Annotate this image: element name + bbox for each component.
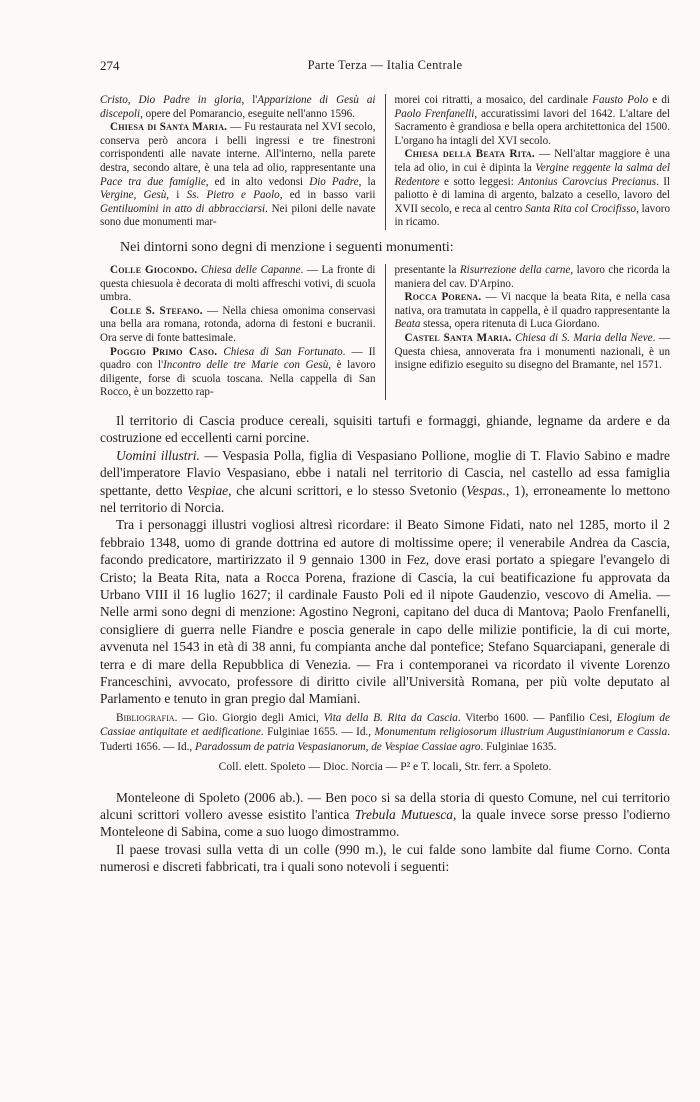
paragraph: Colle S. Stefano. — Nella chiesa omonima conservasi una bella ara romana, rotonda, adorna di festoni e bucranii. Ora serve di fonte battesimale. xyxy=(100,304,376,344)
electoral-note: Coll. elett. Spoleto — Dioc. Norcia — P² e T. locali, Str. ferr. a Spoleto. xyxy=(218,759,552,773)
running-title: Parte Terza — Italia Centrale xyxy=(307,58,463,72)
main-text xyxy=(100,412,670,876)
right-column xyxy=(385,94,671,230)
right-column xyxy=(385,264,671,400)
paragraph: Il territorio di Cascia produce cereali, squisiti tartufi e formaggi, ghiande, legname da ardere e da costruzione ed eccellenti carni porcine. xyxy=(100,412,670,446)
left-column xyxy=(100,264,385,400)
paragraph: morei coi ritratti, a mosaico, del cardinale Fausto Polo e di Paolo Frenfanelli, accuratissimi lavori del 1642. L'altare del Sacramento è grandiosa e bella opera architettonica del 1500. L'organo ha intagli del XVI secolo. xyxy=(394,94,670,147)
paragraph: Colle Giocondo. Chiesa delle Capanne. — La fronte di questa chiesuola è decorata di molti affreschi votivi, di scuola umbra. xyxy=(100,263,376,304)
top-columns xyxy=(100,94,670,230)
page-number: 274 xyxy=(100,58,120,73)
paragraph: Chiesa di Santa Maria. — Fu restaurata nel XVI secolo, conserva però ancora i belli ingressi e tre finestroni corrispondenti alle navate interne. All'interno, nella parete destra, secondo altare, è una tela ad olio, rappresentante una Pace tra due famiglie, ed in alto vedonsi Dio Padre, la Vergine, Gesù, i Ss. Pietro e Paolo, ed in basso varii Gentiluomini in atto di abbracciarsi. Nei piloni delle navate sono due monumenti mar- xyxy=(100,121,376,229)
paragraph: Castel Santa Maria. Chiesa di S. Maria della Neve. — Questa chiesa, annoverata fra i monumenti nazionali, è un insigne edifizio eseguito su disegno del Bramante, nel 1571. xyxy=(394,331,670,372)
paragraph: Uomini illustri. — Vespasia Polla, figlia di Vespasiano Pollione, moglie di T. Flavio Sabino e madre dell'imperatore Flavio Vespasiano, ebbe i natali nel territorio di Cascia, nel castello ad essa famiglia spettante, detto Vespiae, che alcuni scrittori, e lo stesso Svetonio (Vespas., 1), erroneamente lo mettono nel territorio di Norcia. xyxy=(100,447,670,515)
middle-columns xyxy=(100,264,670,400)
paragraph: Rocca Porena. — Vi nacque la beata Rita, e nella casa nativa, ora tramutata in cappella, è il quadro rappresentante la Beata stessa, opera ritenuta di Luca Giordano. xyxy=(394,291,671,331)
section-intro: Nei dintorni sono degni di menzione i seguenti monumenti: xyxy=(120,239,454,255)
paragraph: Cristo, Dio Padre in gloria, l'Apparizione di Gesù ai discepoli, opere del Pomarancio, eseguite nell'anno 1596. xyxy=(100,94,376,120)
paragraph: Monteleone di Spoleto (2006 ab.). — Ben poco si sa della storia di questo Comune, nel cui territorio alcuni scrittori vollero avesse esistito l'antica Trebula Mutuesca, la quale invece sorse presso l'odierno Monteleone di Sabina, come a suo luogo dimostrammo. xyxy=(100,789,671,840)
paragraph: presentante la Risurrezione della carne, lavoro che ricorda la maniera del cav. D'Arpino. xyxy=(394,263,670,290)
left-column xyxy=(100,94,385,230)
paragraph: Poggio Primo Caso. Chiesa di San Fortunato. — Il quadro con l'Incontro delle tre Marie con Gesù, è lavoro diligente, forse di scuola toscana. Nella cappella di San Rocco, è un bozzetto rap- xyxy=(100,345,376,399)
page xyxy=(100,58,670,876)
page-header xyxy=(100,58,670,78)
paragraph: Il paese trovasi sulla vetta di un colle (990 m.), le cui falde sono lambite dal fiume Corno. Conta numerosi e discreti fabbricati, tra i quali sono notevoli i seguenti: xyxy=(100,841,670,875)
paragraph: Chiesa della Beata Rita. — Nell'altar maggiore è una tela ad olio, in cui è dipinta la Vergine reggente la salma del Redentore e sotto leggesi: Antonius Carovcius Precianus. Il paliotto è di lamina di argento, balzato a cesello, lavoro del XVII secolo, e reca al centro Santa Rita col Crocifisso, lavoro in ricamo. xyxy=(394,148,671,229)
paragraph: Tra i personaggi illustri vogliosi altresì ricordare: il Beato Simone Fidati, nato nel 1285, morto il 2 febbraio 1348, uomo di grande dottrina ed autore di moltissime opere; il venerabile Andrea da Cascia, facondo predicatore, martirizzato il 9 gennaio 1300 in Fez, dove erasi portato a spiegare l'evangelo di Cristo; la Beata Rita, nata a Rocca Porena, frazione di Cascia, la cui beatificazione fu approvata da Urbano VIII il 16 luglio 1627; il cardinale Fausto Poli ed il nipote Gaudenzio, vescovo di Amelia. — Nelle armi sono degni di menzione: Agostino Negroni, capitano del duca di Mantova; Paolo Frenfanelli, consigliere di guerra nelle Fiandre e poscia generale in capo delle milizie pontificie, la di cui morte, avvenuta nel 1543 in età di 38 anni, fu compianta anche dal pontefice; Stefano Squarciapani, generale di terra e di mare della Repubblica di Venezia. — Fra i contemporanei va ricordato il vivente Lorenzo Franceschini, avvocato, professore di diritto civile all'Università Romana, per più volte deputato al Parlamento e tenuto in gran pregio dal Mamiani. xyxy=(100,517,670,707)
bibliography: Bibliografia. — Gio. Giorgio degli Amici, Vita della B. Rita da Cascia. Viterbo 1600. — Panfilio Cesi, Elogium de Cassiae antiquitate et aedificatione. Fulginiae 1655. — Id., Monumentum religiosorum illustrium Augustinianorum e Cassia. Tuderti 1656. — Id., Paradossum de patria Vespasianorum, de Vespiae Cassiae agro. Fulginiae 1635. xyxy=(100,711,670,753)
